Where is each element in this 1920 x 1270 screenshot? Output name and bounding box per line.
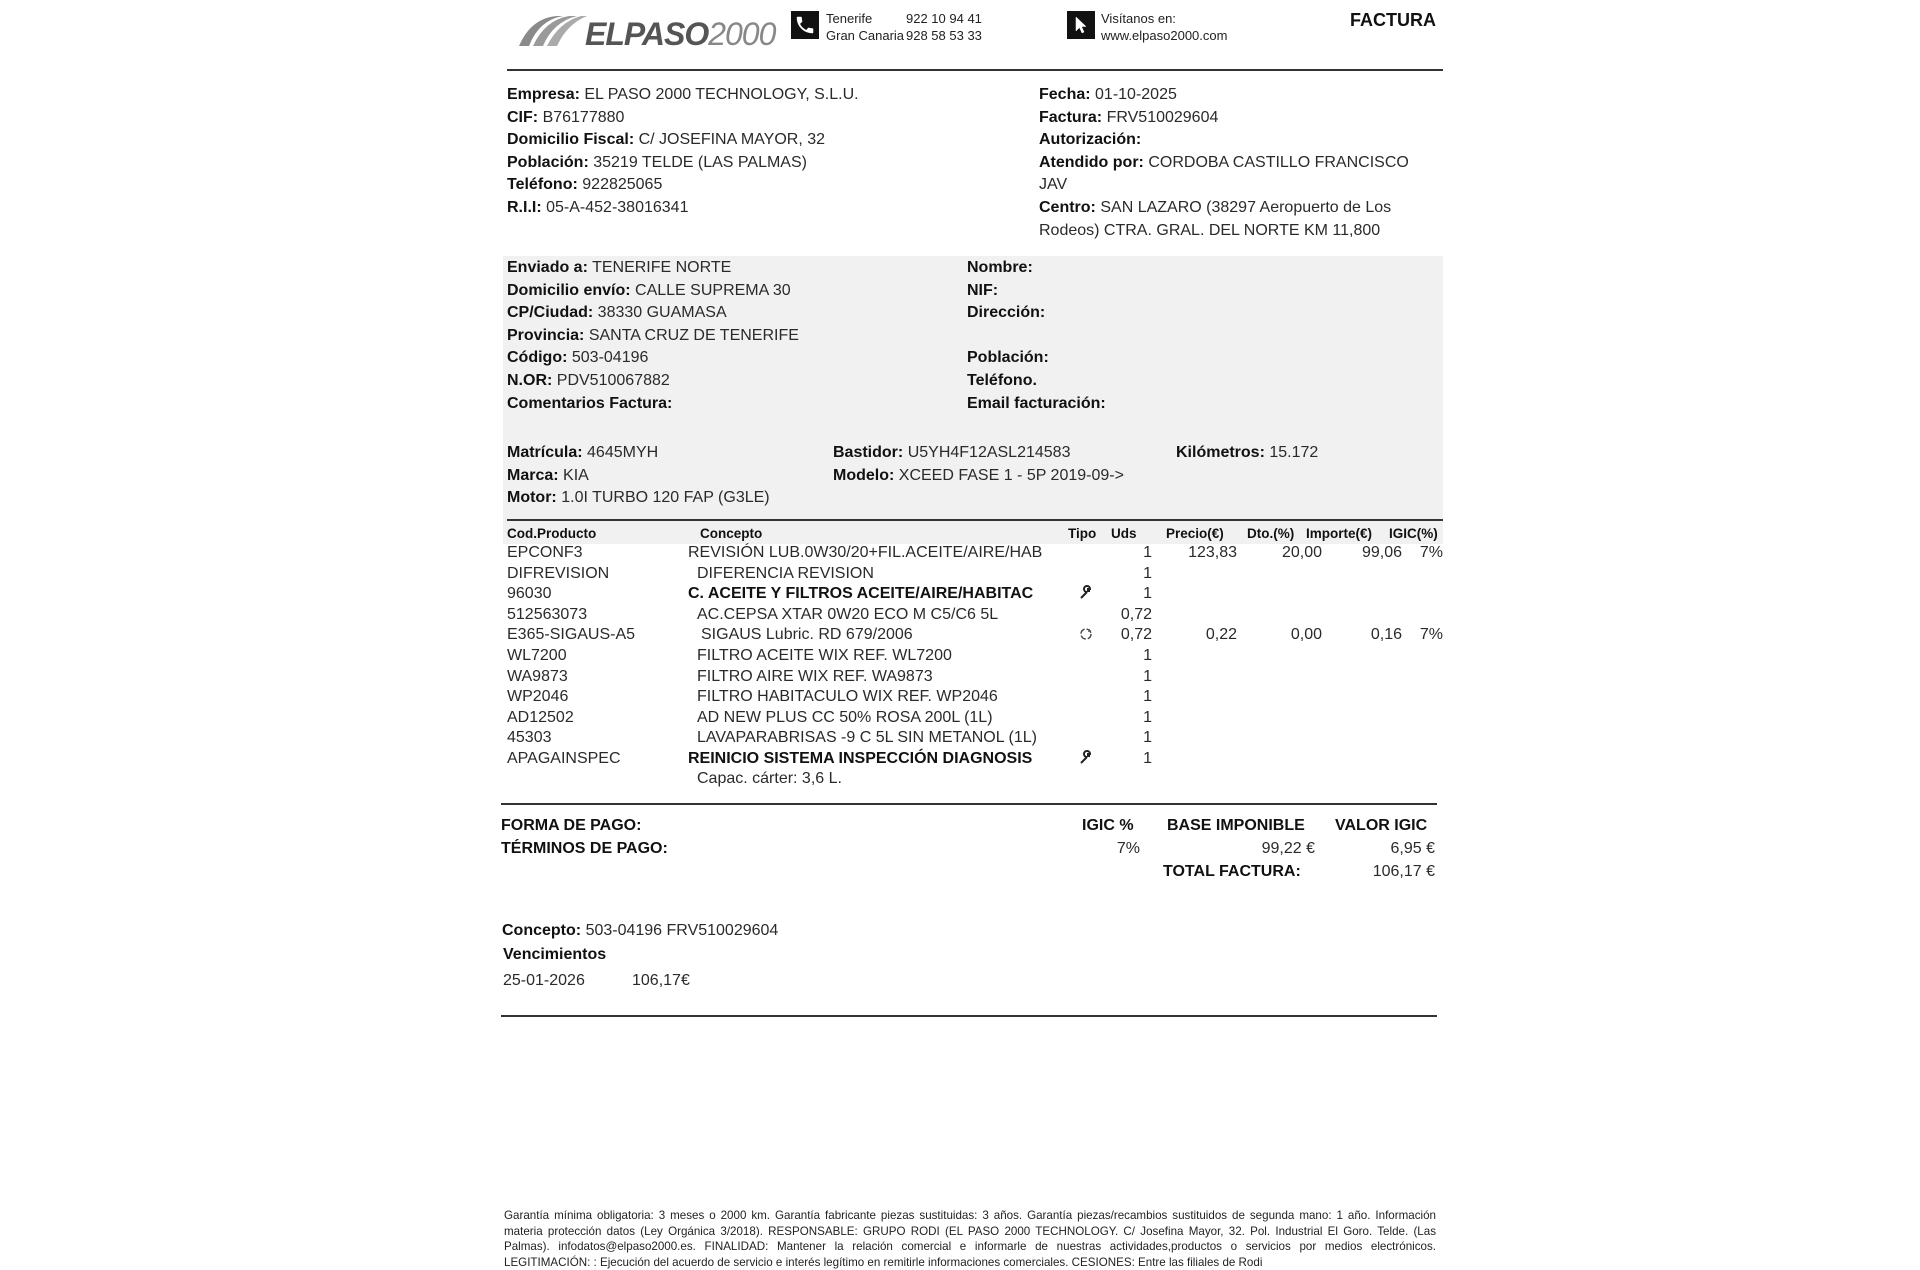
header-divider [507,69,1443,71]
items-top-divider [507,519,1443,521]
company-city: 35219 TELDE (LAS PALMAS) [593,153,807,171]
item-concept: FILTRO AIRE WIX REF. WA9873 [697,667,933,685]
invoice-total: 106,17 € [1372,863,1435,880]
item-price: 0,22 [1205,626,1237,644]
table-row [507,605,1443,626]
field-label: Población: [507,153,589,171]
item-code: E365-SIGAUS-A5 [507,626,636,644]
item-concept: AC.CEPSA XTAR 0W20 ECO M C5/C6 5L [697,605,999,623]
field-label: NIF: [967,281,999,299]
table-row [507,646,1443,667]
item-concept: FILTRO HABITACULO WIX REF. WP2046 [697,688,998,706]
field-label: Kilómetros: [1176,444,1265,461]
document-type: FACTURA [1350,10,1436,30]
vehicle-plate: 4645MYH [587,444,659,461]
item-units: 0,72 [1120,626,1152,644]
field-label: R.I.I: [507,198,542,216]
item-concept: FILTRO ACEITE WIX REF. WL7200 [697,646,952,664]
base-header: BASE IMPONIBLE [1167,817,1305,834]
table-row [507,749,1443,770]
brand-logo [515,12,776,52]
field-label: Motor: [507,489,557,507]
ship-cp: 38330 GUAMASA [597,304,727,322]
field-label: Bastidor: [833,444,904,461]
items-bottom-divider [501,803,1437,805]
item-concept: C. ACEITE Y FILTROS ACEITE/AIRE/HABITAC [688,585,1034,603]
due-date: 25-01-2026 [503,972,585,989]
field-label: Teléfono: [507,176,578,194]
item-code: AD12502 [507,708,574,726]
attended-by-cont: JAV [1039,176,1068,194]
item-units: 1 [1143,544,1152,561]
payment-terms [501,815,668,860]
company-info [507,84,1007,220]
vehicle-km: 15.172 [1269,444,1319,461]
item-code: 512563073 [507,605,588,623]
due-dates-title: Vencimientos [503,946,607,963]
vehicle-engine: 1.0I TURBO 120 FAP (G3LE) [561,489,770,507]
item-units: 1 [1143,585,1152,603]
item-units: 1 [1143,667,1152,685]
wrench-icon [1079,586,1093,600]
igic-value-header: VALOR IGIC [1335,817,1428,834]
col-header-price: Precio(€) [1166,526,1224,541]
item-code: EPCONF3 [507,544,583,561]
legal-notice: Garantía mínima obligatoria: 3 meses o 2000 km. Garantía fabricante piezas sustituidas: 3 años. Garantía piezas/recambios sustituidos de segunda mano: 1 año. Información materia protección datos (Ley Orgánica 3/2018). RESPONSABLE: GRUPO RODI (EL PASO 2000 TECHNOLOGY. C/ Josefina Mayor, 32. Pol. Industrial El Goro. Telde. (Las Palmas). infodatos@elpaso2000.es. FINALIDAD: Mantener la relación comercial e informarle de nuestras actividades,productos o servicios por medios electrónicos. LEGITIMACIÓN: : Ejecución del acuerdo de servicio e interés legítimo en remitirle informaciones comerciales. CESIONES: Entre las filiales de Rodi [504,1209,1436,1269]
item-code: WL7200 [507,646,567,664]
table-row [507,728,1443,749]
phone-icon [791,11,819,39]
field-label: Concepto: [502,922,582,939]
vehicle-col-3 [1176,442,1318,465]
crankcase-note: Capac. cárter: 3,6 L. [697,769,842,787]
field-label: Matrícula: [507,444,583,461]
vehicle-model: XCEED FASE 1 - 5P 2019-09-> [898,466,1124,484]
field-label: Centro: [1039,198,1096,216]
field-label: Autorización: [1039,131,1142,149]
item-units: 1 [1143,749,1152,767]
tax-base: 99,22 € [1261,840,1315,857]
invoice-date: 01-10-2025 [1095,86,1177,103]
item-concept: REINICIO SISTEMA INSPECCIÓN DIAGNOSIS [688,749,1033,767]
phone-place: Gran Canaria [826,28,905,43]
table-row [507,584,1443,605]
payment-concept-value: 503-04196 FRV510029604 [585,922,779,939]
ship-nor: PDV510067882 [556,371,670,389]
vehicle-vin: U5YH4F12ASL214583 [907,444,1071,461]
center: SAN LAZARO (38297 Aeropuerto de Los [1100,198,1392,216]
company-name: EL PASO 2000 TECHNOLOGY, S.L.U. [584,86,859,103]
field-label: Marca: [507,466,559,484]
invoice-info [1039,84,1449,242]
field-label: Domicilio Fiscal: [507,131,635,149]
attended-by: CORDOBA CASTILLO FRANCISCO [1148,153,1409,171]
field-label: Dirección: [967,304,1046,322]
col-header-discount: Dto.(%) [1247,526,1295,541]
phone-place: Tenerife [826,11,873,26]
shipping-info [507,257,947,415]
col-header-igic: IGIC(%) [1389,526,1438,541]
vehicle-col-2 [833,442,1124,487]
items-body [507,543,1443,791]
ship-to: TENERIFE NORTE [592,259,732,276]
item-code: WA9873 [507,667,568,685]
item-igic: 7% [1419,626,1443,644]
field-label: Modelo: [833,466,895,484]
field-label: Email facturación: [967,394,1106,412]
table-row [507,687,1443,708]
logo-name: ELPASO [585,16,709,52]
web-label: Visítanos en: [1101,11,1176,26]
table-row [507,564,1443,585]
item-concept: REVISIÓN LUB.0W30/20+FIL.ACEITE/AIRE/HAB [688,544,1043,561]
customer-info [967,257,1427,415]
field-label: FORMA DE PAGO: [501,817,642,834]
field-label: Enviado a: [507,259,588,276]
item-code: WP2046 [507,688,569,706]
company-cif: B76177880 [542,108,625,126]
col-header-units: Uds [1111,526,1137,541]
field-label: Provincia: [507,326,585,344]
vehicle-col-1 [507,442,770,510]
cursor-pointer-icon [1067,11,1095,39]
col-header-type: Tipo [1068,526,1097,541]
igic-header: IGIC % [1082,817,1134,834]
ship-province: SANTA CRUZ DE TENERIFE [588,326,799,344]
item-code: DIFREVISION [507,564,610,582]
field-label: Domicilio envío: [507,281,631,299]
invoice-number: FRV510029604 [1106,108,1219,126]
ship-code: 503-04196 [571,349,649,367]
table-row [507,667,1443,688]
item-code: 96030 [507,585,552,603]
item-discount: 20,00 [1281,544,1322,561]
item-concept: SIGAUS Lubric. RD 679/2006 [701,626,913,644]
web-url[interactable]: www.elpaso2000.com [1101,28,1228,43]
phone-number[interactable]: 928 58 53 33 [906,28,982,43]
field-label: Atendido por: [1039,153,1144,171]
field-label: Factura: [1039,108,1103,126]
center-cont: Rodeos) CTRA. GRAL. DEL NORTE KM 11,800 [1039,221,1381,239]
company-phone: 922825065 [582,176,663,194]
item-code: 45303 [507,729,552,747]
wrench-icon [1079,751,1093,765]
field-label: CP/Ciudad: [507,304,594,322]
item-igic: 7% [1419,544,1443,561]
item-units: 1 [1143,729,1152,747]
field-label: Fecha: [1039,86,1091,103]
col-header-code: Cod.Producto [507,526,597,541]
item-code: APAGAINSPEC [507,749,621,767]
col-header-amount: Importe(€) [1306,526,1373,541]
item-discount: 0,00 [1290,626,1322,644]
item-concept: LAVAPARABRISAS -9 C 5L SIN METANOL (1L) [697,729,1037,747]
field-label: Código: [507,349,568,367]
phone-number[interactable]: 922 10 94 41 [906,11,982,26]
item-concept: AD NEW PLUS CC 50% ROSA 200L (1L) [697,708,993,726]
phone-list [826,10,982,44]
igic-percent: 7% [1116,840,1140,857]
table-row [507,543,1443,564]
web-info [1101,10,1227,44]
field-label: N.OR: [507,371,553,389]
table-row [507,708,1443,729]
item-units: 1 [1143,646,1152,664]
table-row [507,625,1443,646]
col-header-concept: Concepto [700,526,763,541]
logo-stripes-icon [517,14,587,48]
field-label: Teléfono. [967,371,1037,389]
field-label: Comentarios Factura: [507,394,673,412]
ship-address: CALLE SUPREMA 30 [635,281,791,299]
item-units: 0,72 [1120,605,1152,623]
item-amount: 99,06 [1361,544,1402,561]
recycle-icon [1079,627,1093,641]
total-label: TOTAL FACTURA: [1163,863,1301,880]
company-rii: 05-A-452-38016341 [546,198,689,216]
item-units: 1 [1143,688,1152,706]
field-label: Población: [967,349,1049,367]
field-label: CIF: [507,108,539,126]
payment-concept [502,920,778,943]
payment-divider [501,1015,1437,1017]
item-units: 1 [1143,708,1152,726]
field-label: Nombre: [967,259,1033,276]
field-label: Empresa: [507,86,580,103]
item-price: 123,83 [1188,544,1237,561]
item-units: 1 [1143,564,1152,582]
vehicle-brand: KIA [563,466,589,484]
item-concept: DIFERENCIA REVISION [697,564,874,582]
due-amount: 106,17€ [632,972,690,989]
company-address: C/ JOSEFINA MAYOR, 32 [638,131,826,149]
item-amount: 0,16 [1370,626,1402,644]
field-label: TÉRMINOS DE PAGO: [501,839,668,857]
logo-year: 2000 [708,16,776,52]
igic-value: 6,95 € [1390,840,1435,857]
